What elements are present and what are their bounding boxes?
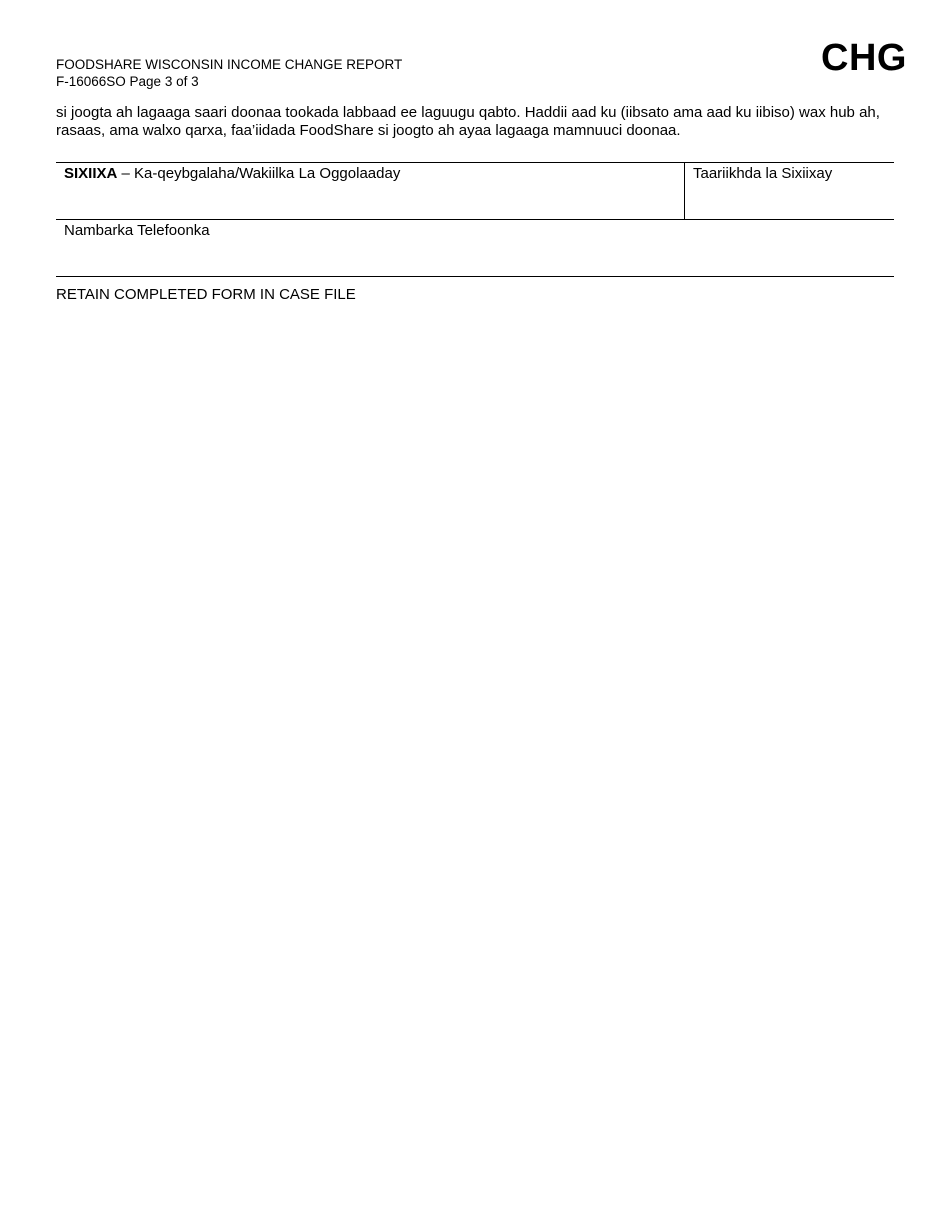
signature-table <box>56 162 894 277</box>
date-signed-label: Taariikhda la Sixiixay <box>693 165 833 182</box>
intro-paragraph: si joogta ah lagaaga saari doonaa tookada labbaad ee laguugu qabto. Haddii aad ku (iibsato ama aad ku iibiso) wax hub ah, rasaas, ama walxo qarxa, faa’iidada FoodShare si joogto ah ayaa lagaaga mamnuuci doonaa. <box>56 104 880 139</box>
retain-notice: RETAIN COMPLETED FORM IN CASE FILE <box>56 286 356 303</box>
form-code: CHG <box>821 37 907 79</box>
signature-field[interactable] <box>56 163 684 219</box>
phone-row <box>56 220 894 277</box>
form-id-page-number: F-16066SO Page 3 of 3 <box>56 74 199 89</box>
form-title: FOODSHARE WISCONSIN INCOME CHANGE REPORT <box>56 57 403 72</box>
signature-row <box>56 163 894 220</box>
phone-number-field[interactable] <box>56 220 894 276</box>
signature-label: – Ka-qeybgalaha/Wakiilka La Oggolaaday <box>117 165 401 182</box>
form-header <box>56 56 402 90</box>
phone-number-label: Nambarka Telefoonka <box>64 222 210 239</box>
date-signed-field[interactable] <box>684 163 894 219</box>
signature-label-bold: SIXIIXA <box>64 165 118 182</box>
